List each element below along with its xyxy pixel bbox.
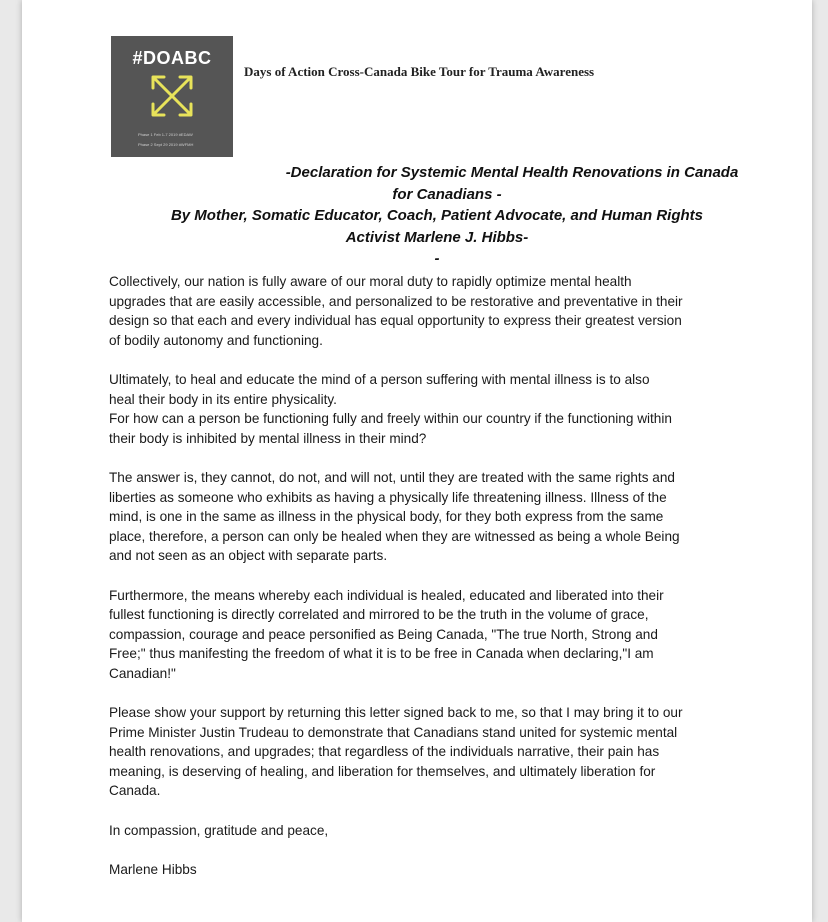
logo-title: #DOABC bbox=[132, 48, 212, 68]
declaration-line: for Canadians - bbox=[392, 185, 502, 203]
declaration-line: Activist Marlene J. Hibbs- bbox=[345, 228, 529, 246]
letter-body bbox=[109, 272, 749, 899]
declaration-heading bbox=[122, 162, 752, 270]
document-page bbox=[22, 0, 812, 922]
paragraph: Furthermore, the means whereby each individual is healed, educated and liberated into their fullest functioning is directly correlated and mirrored to be the truth in the volume of grace, compassion, courage and peace personified as Being Canada, "The true North, Strong and Free;" thus manifesting the freedom of what it is to be free in Canada when declaring,"I am Canadian!" bbox=[109, 587, 664, 681]
logo-phase-2: Phase 2 Sept 29 2019 #WFMH bbox=[138, 142, 194, 147]
paragraph: Ultimately, to heal and educate the mind of a person suffering with mental illness is to also heal their body in its entire physicality. For how can a person be functioning fully and freely within our country if the functioning within their body is inhibited by mental illness in their mind? bbox=[109, 371, 672, 446]
four-arrows-icon bbox=[149, 73, 195, 119]
closing-line: In compassion, gratitude and peace, bbox=[109, 822, 329, 838]
signature: Marlene Hibbs bbox=[109, 861, 197, 877]
paragraph: The answer is, they cannot, do not, and will not, until they are treated with the same rights and liberties as someone who exhibits as having a physically life threatening illness. Illness of the mind, is one in the same as illness in the physical body, for they both express from the same place, therefore, a person can only be healed when they are witnessed as being a whole Being and not seen as an object with separate parts. bbox=[109, 469, 680, 564]
declaration-line: -Declaration for Systemic Mental Health Renovations in Canada bbox=[285, 164, 739, 181]
paragraph: Please show your support by returning this letter signed back to me, so that I may bring it to our Prime Minister Justin Trudeau to demonstrate that Canadians stand united for systemic mental health renovations, and upgrades; that regardless of the individuals narrative, their pain has meaning, is deserving of healing, and liberation for themselves, and ultimately liberation for Canada. bbox=[109, 705, 683, 799]
declaration-line: - bbox=[434, 250, 440, 267]
doabc-logo bbox=[111, 36, 233, 157]
declaration-line: By Mother, Somatic Educator, Coach, Patient Advocate, and Human Rights bbox=[170, 207, 704, 224]
header-title: Days of Action Cross-Canada Bike Tour for Trauma Awareness bbox=[244, 64, 595, 79]
logo-phase-1: Phase 1 Feb 1-7 2019 #EDAW bbox=[138, 132, 193, 137]
paragraph: Collectively, our nation is fully aware of our moral duty to rapidly optimize mental health upgrades that are easily accessible, and personalized to be restorative and preventative in their design so that each and every individual has equal opportunity to express their greatest version of bodily autonomy and functioning. bbox=[109, 274, 683, 348]
